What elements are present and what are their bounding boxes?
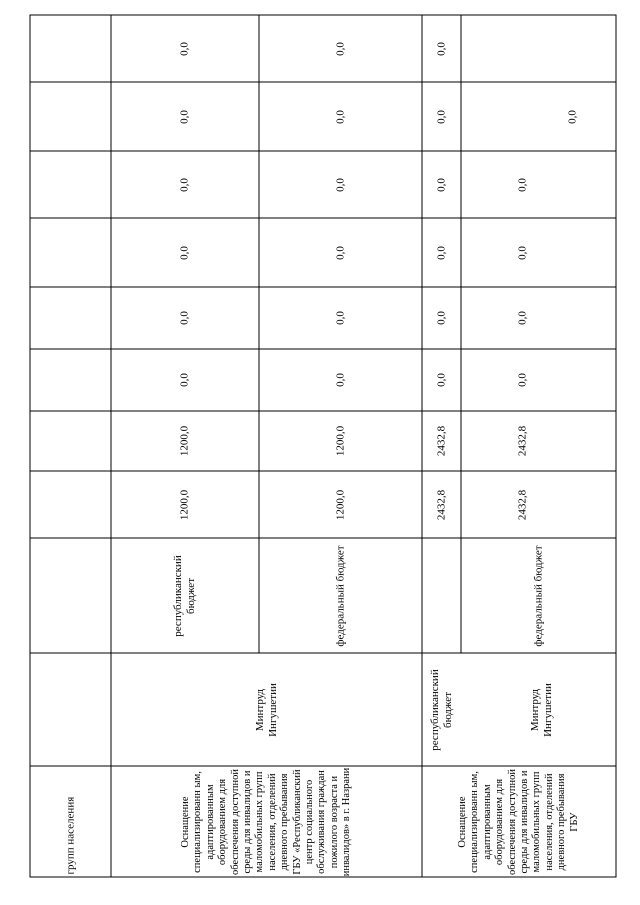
value-cell [259,15,422,82]
value-g2-fed-6: 0,0 [566,109,579,124]
group1-description: Оснащение специализированн ым, адаптированным оборудованием для обеспечения доступной среды для инвалидов и маломобильных групп населения, отделений дневного пребывания ГБУ «Республиканский центр социального обслуживания граждан пожилого возраста и инвалидов» в г. Назрани [179,767,352,876]
group1-federal-source: федеральный бюджет [334,544,346,647]
value-g1-fed-6: 0,0 [334,109,346,124]
value-g1-rep-3: 0,0 [178,311,191,325]
group2-executor: Минтруд Ингушетии [529,682,555,737]
group1-federal-source-cell [259,538,422,653]
group1-republic-source-cell [111,538,259,653]
value-g1-rep-7: 0,0 [178,41,191,56]
value-g2-rep-7: 0,0 [435,41,447,56]
value-g2-fed-3: 0,0 [516,311,529,325]
value-g1-rep-5: 0,0 [178,177,191,192]
value-cell [461,82,616,151]
value-cell [259,349,422,411]
value-g1-fed-2: 0,0 [334,373,346,387]
value-g2-rep-4: 0,0 [435,245,447,260]
value-cell [111,287,259,349]
value-g1-rep-0: 1200,0 [178,489,191,520]
value-cell [422,218,461,287]
value-g2-rep-5: 0,0 [435,177,447,192]
header-text: групп населения [64,796,76,874]
group1-executor: Минтруд Ингушетии [253,682,279,737]
value-cell [461,151,616,218]
value-g1-rep-1: 1200,0 [178,425,191,457]
value-cell [111,471,259,538]
value-cell [422,15,461,82]
value-cell [422,151,461,218]
value-g1-fed-4: 0,0 [334,245,346,260]
value-g1-fed-1: 1200,0 [334,425,346,457]
value-g2-rep-1: 2432,8 [435,425,447,457]
value-cell [259,218,422,287]
value-cell [111,82,259,151]
value-g2-fed-4: 0,0 [516,245,529,260]
value-cell [111,15,259,82]
value-g1-rep-2: 0,0 [178,373,191,387]
value-cell [111,349,259,411]
value-cell [111,411,259,471]
value-g2-rep-6: 0,0 [435,109,447,124]
value-cell [461,287,616,349]
group2-republic-source: республиканский бюджет [428,668,454,751]
value-g2-fed-1: 2432,8 [516,425,529,457]
group2-description: Оснащение специализированн ым, адаптированным оборудованием для обеспечения доступной среды для инвалидов и маломобильных групп населения, отделений дневного пребывания ГБУ [456,768,580,875]
value-g2-fed-5: 0,0 [516,177,529,192]
value-cell [259,471,422,538]
group1-executor-cell [111,653,422,766]
value-cell [422,471,461,538]
value-cell [422,411,461,471]
value-g2-rep-2: 0,0 [435,373,447,387]
value-g1-rep-6: 0,0 [178,109,191,124]
value-g1-fed-0: 1200,0 [334,489,346,520]
value-cell [461,411,616,471]
group2-federal-source-cell [461,538,616,653]
value-g2-fed-0: 2432,8 [516,489,529,520]
value-cell [259,411,422,471]
value-cell [422,82,461,151]
value-cell [422,349,461,411]
value-cell [111,218,259,287]
group1-republic-source: республиканский бюджет [172,554,197,637]
group2-description-cell [422,766,616,877]
value-cell [422,287,461,349]
value-cell [111,151,259,218]
group2-federal-source: федеральный бюджет [532,544,544,647]
value-cell [259,151,422,218]
value-cell [461,218,616,287]
value-g1-rep-4: 0,0 [178,245,191,260]
value-g2-rep-0: 2432,8 [435,489,447,520]
header-cell [30,766,111,877]
value-cell [461,471,616,538]
value-cell [461,15,616,82]
value-cell [259,82,422,151]
value-g1-fed-5: 0,0 [334,177,346,192]
value-g2-fed-2: 0,0 [516,373,529,387]
value-g1-fed-3: 0,0 [334,311,346,325]
value-g2-rep-3: 0,0 [435,311,447,325]
value-cell [259,287,422,349]
value-cell [461,349,616,411]
group2-executor-cell [422,653,616,766]
group1-description-cell [111,766,422,877]
value-g1-fed-7: 0,0 [334,41,346,56]
